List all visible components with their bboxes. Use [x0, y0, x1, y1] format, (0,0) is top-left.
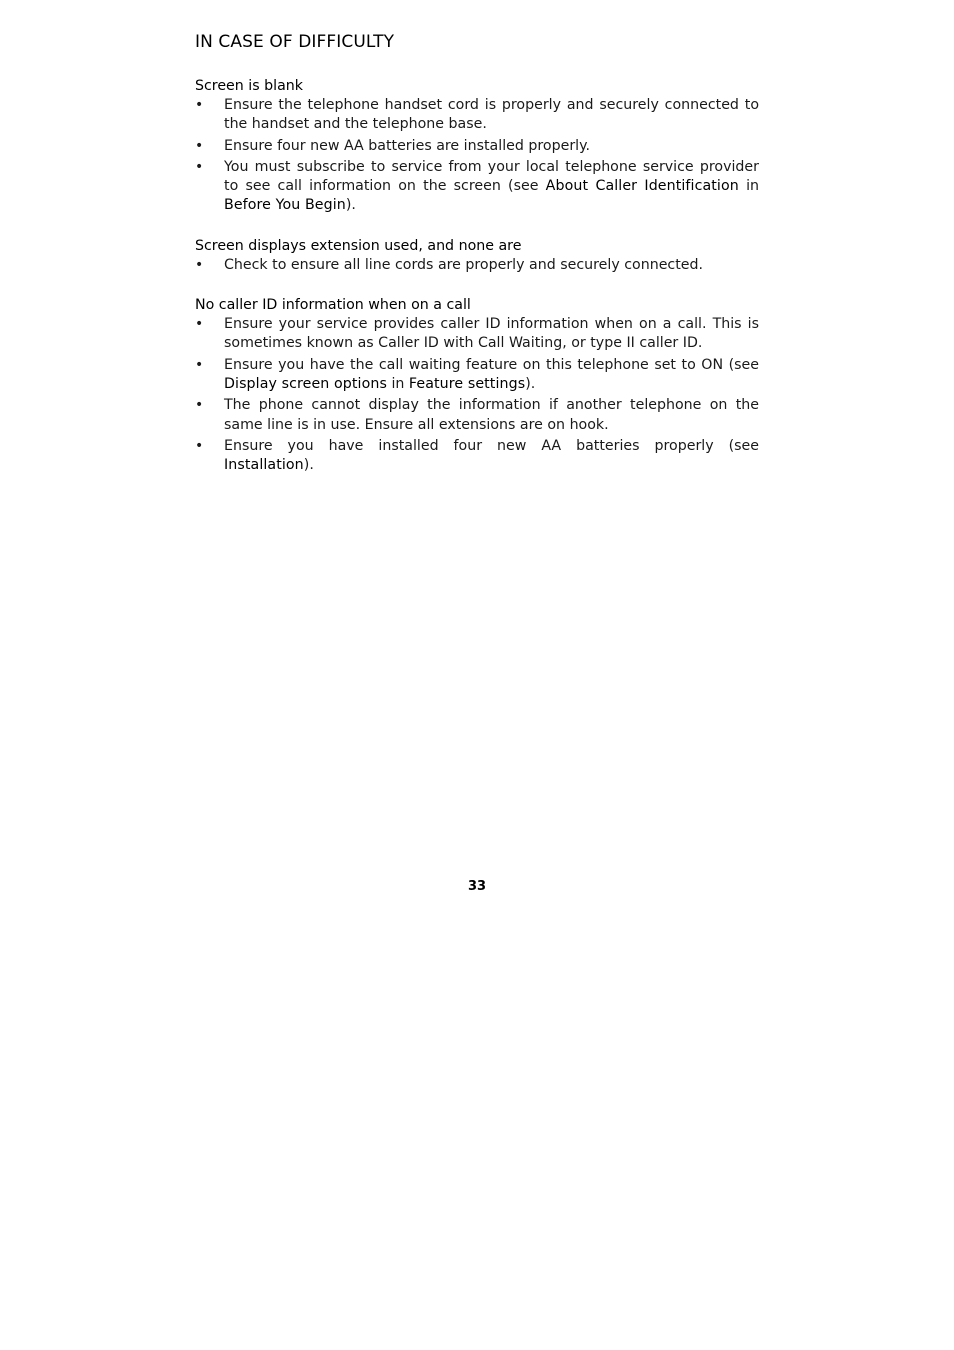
bullet-icon: •: [195, 316, 204, 333]
bullet-list: [195, 96, 759, 216]
page-number: 33: [467, 879, 487, 894]
section-heading: Screen displays extension used, and none are: [195, 237, 522, 254]
bullet-icon: •: [195, 397, 204, 414]
list-item: [195, 396, 759, 435]
bullet-icon: •: [195, 97, 204, 113]
bullet-icon: •: [195, 137, 204, 154]
reference-display-screen-options: Display screen options: [224, 375, 387, 392]
reference-feature-settings: Feature settings: [408, 375, 526, 392]
item-text: Ensure you have installed four new AA batteries properly (see: [224, 437, 759, 454]
reference-about-caller-identification: About Caller Identification: [545, 178, 739, 195]
page-content: [195, 30, 759, 495]
item-text: Ensure your service provides caller ID information when on a call. This is sometimes known as Caller ID with Call Waiting, or type II caller ID.: [224, 316, 759, 352]
section-screen-displays-extension: [195, 236, 759, 275]
item-text: in: [386, 375, 409, 392]
item-text: Ensure you have the call waiting feature on this telephone set to ON (see: [224, 356, 759, 373]
section-heading: Screen is blank: [195, 78, 303, 94]
bullet-icon: •: [195, 158, 204, 175]
reference-before-you-begin: Before You Begin: [224, 197, 346, 214]
list-item: [195, 256, 759, 275]
item-text: The phone cannot display the information if another telephone on the same line is in use. Ensure all extensions are on hook.: [224, 397, 759, 433]
item-text: ).: [525, 375, 536, 392]
bullet-list: [195, 256, 759, 275]
item-text: You must subscribe to service from your local telephone service provider to see call information on the screen (see: [224, 158, 759, 195]
list-item: [195, 356, 759, 395]
item-text: in: [738, 178, 760, 195]
bullet-icon: •: [195, 437, 204, 454]
item-text: Ensure four new AA batteries are installed properly.: [224, 137, 590, 154]
item-text: ).: [345, 197, 356, 214]
bullet-icon: •: [195, 356, 204, 373]
item-text: Ensure the telephone handset cord is properly and securely connected to the handset and the telephone base.: [224, 97, 759, 133]
list-item: [195, 96, 759, 135]
bullet-icon: •: [195, 256, 204, 273]
item-text: Check to ensure all line cords are properly and securely connected.: [224, 256, 704, 273]
section-no-caller-id: [195, 295, 759, 475]
list-item: [195, 437, 759, 476]
bullet-list: [195, 315, 759, 475]
list-item: [195, 158, 759, 216]
list-item: [195, 137, 759, 156]
reference-installation: Installation: [224, 457, 304, 474]
list-item: [195, 315, 759, 354]
section-screen-blank: [195, 76, 759, 216]
page-title: IN CASE OF DIFFICULTY: [195, 32, 395, 52]
item-text: ).: [303, 457, 314, 474]
section-heading: No caller ID information when on a call: [195, 297, 471, 314]
